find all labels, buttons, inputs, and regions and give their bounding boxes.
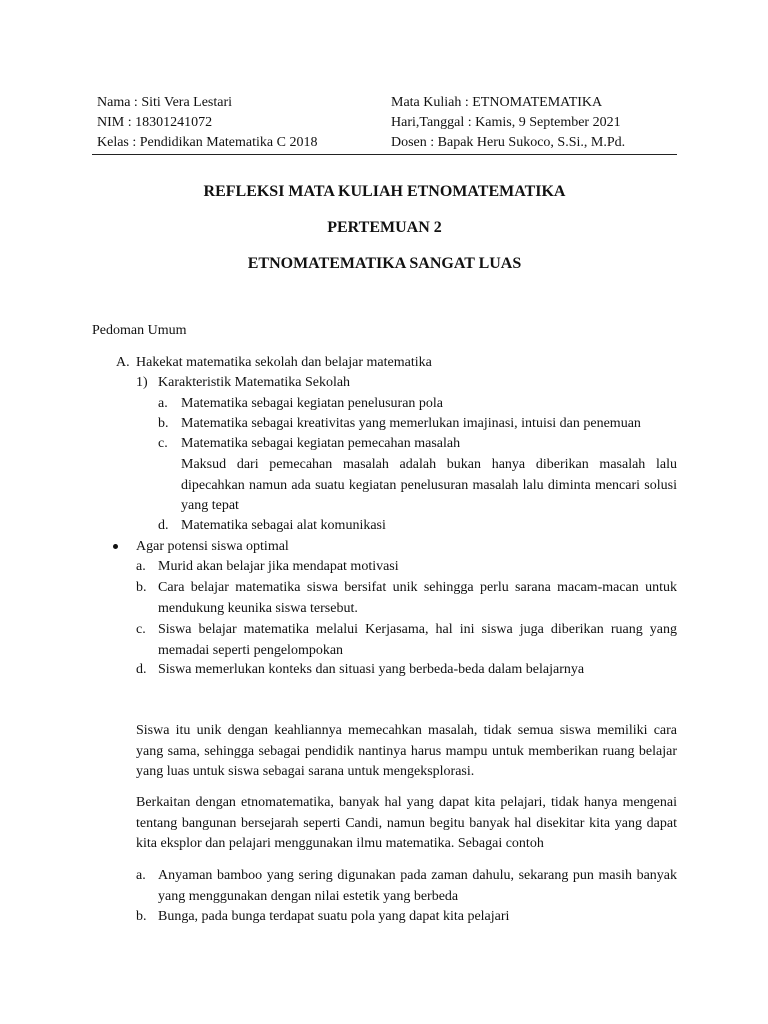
sub-marker-b: b. [158,416,169,431]
topic-title: ETNOMATEMATIKA SANGAT LUAS [247,255,522,272]
sub-item-d: Matematika sebagai alat komunikasi [181,518,386,533]
bullet-icon [113,544,118,549]
sub-item-a: Matematika sebagai kegiatan penelusuran pola [181,396,444,411]
course-lecturer: Dosen : Bapak Heru Sukoco, S.Si., M.Pd. [391,135,626,150]
potensi-marker-d: d. [136,662,147,677]
meeting-title: PERTEMUAN 2 [327,219,442,236]
student-nim: NIM : 18301241072 [97,115,213,130]
course-date: Hari,Tanggal : Kamis, 9 September 2021 [391,115,621,130]
student-name: Nama : Siti Vera Lestari [97,95,233,110]
section-heading: Pedoman Umum [92,323,187,338]
outline-item-a: Hakekat matematika sekolah dan belajar matematika [136,355,432,370]
student-class: Kelas : Pendidikan Matematika C 2018 [97,135,318,150]
outline-marker-1: 1) [136,375,148,390]
sub-marker-d: d. [158,518,169,533]
example-marker-a: a. [136,868,146,883]
example-marker-b: b. [136,909,147,924]
sub-item-c-explanation: Maksud dari pemecahan masalah adalah bukan hanya diberikan masalah lalu dipecahkan namun ada suatu kegiatan penelusuran masalah lalu diminta mencari solusi yang tepat [181,457,677,513]
potensi-item-d: Siswa memerlukan konteks dan situasi yang berbeda-beda dalam belajarnya [158,662,585,677]
sub-item-b: Matematika sebagai kreativitas yang memerlukan imajinasi, intuisi dan penemuan [181,416,641,431]
sub-item-c: Matematika sebagai kegiatan pemecahan masalah [181,436,461,451]
student-info [97,93,317,153]
potensi-marker-c: c. [136,622,146,637]
potensi-item-b: Cara belajar matematika siswa bersifat unik sehingga perlu sarana macam-macan untuk mendukung keunika siswa tersebut. [158,580,677,616]
paragraph-2: Berkaitan dengan etnomatematika, banyak hal yang dapat kita pelajari, tidak hanya mengenai tentang bangunan bersejarah seperti Candi, namun begitu banyak hal disekitar kita yang dapat kita eksplor dan pelajari menggunakan ilmu matematika. Sebagai contoh [136,795,677,851]
course-info [391,93,625,153]
header-divider [92,154,677,155]
potensi-item-c: Siswa belajar matematika melalui Kerjasama, hal ini siswa juga diberikan ruang yang memadai seperti pengelompokan [158,622,677,658]
outline-marker-a: A. [116,355,130,370]
example-item-a: Anyaman bamboo yang sering digunakan pada zaman dahulu, sekarang pun masih banyak yang menggunakan dengan nilai estetik yang berbeda [158,868,677,904]
sub-marker-a: a. [158,396,168,411]
potensi-marker-a: a. [136,559,146,574]
document-title: REFLEKSI MATA KULIAH ETNOMATEMATIKA [203,183,566,200]
outline-item-1: Karakteristik Matematika Sekolah [158,375,351,390]
course-name: Mata Kuliah : ETNOMATEMATIKA [391,95,603,110]
potensi-item-a: Murid akan belajar jika mendapat motivasi [158,559,399,574]
sub-marker-c: c. [158,436,168,451]
paragraph-1: Siswa itu unik dengan keahliannya memecahkan masalah, tidak semua siswa memiliki cara yang sama, sehingga sebagai pendidik nantinya harus mampu untuk memberikan ruang belajar yang luas untuk siswa sebagai sarana untuk mengeksplorasi. [136,723,677,779]
example-item-b: Bunga, pada bunga terdapat suatu pola yang dapat kita pelajari [158,909,510,924]
bullet-title: Agar potensi siswa optimal [136,539,289,554]
potensi-marker-b: b. [136,580,147,595]
